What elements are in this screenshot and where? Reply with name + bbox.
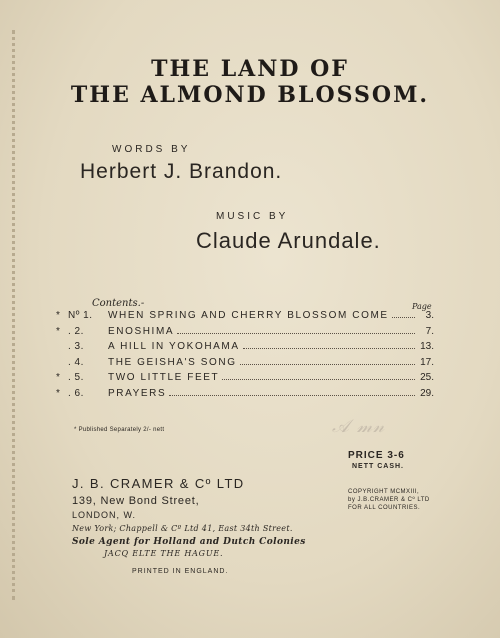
item-number: Nº 1. xyxy=(68,310,93,321)
list-item xyxy=(56,341,434,357)
item-mark: * xyxy=(56,310,60,321)
copyright-notice: COPYRIGHT MCMXIII, by J.B.CRAMER & Cº LTD FOR ALL COUNTRIES. xyxy=(348,489,430,511)
lyricist-name: Herbert J. Brandon. xyxy=(80,160,283,183)
title-line-1: THE LAND OF xyxy=(151,56,349,82)
title-line-2: THE ALMOND BLOSSOM. xyxy=(70,82,430,108)
list-item xyxy=(56,310,434,326)
leader-dots xyxy=(222,379,415,380)
published-separately-note: * Published Separately 2/- nett xyxy=(74,427,165,433)
music-by-label: MUSIC BY xyxy=(216,211,289,222)
item-page: 17. xyxy=(420,356,434,368)
price-terms: NETT CASH. xyxy=(352,463,404,470)
item-number: . 3. xyxy=(68,341,84,353)
agent-name: JACQ ELTE THE HAGUE. xyxy=(104,549,224,558)
item-page: 7. xyxy=(425,325,434,337)
item-page: 25. xyxy=(420,372,434,384)
price-value: PRICE 3-6 xyxy=(348,450,405,461)
leader-dots xyxy=(169,395,415,396)
item-number: . 2. xyxy=(68,325,84,337)
contents-heading: Contents.- xyxy=(92,298,145,309)
item-title: A HILL IN YOKOHAMA xyxy=(108,341,240,353)
list-item xyxy=(56,326,434,342)
publisher-city: LONDON, W. xyxy=(72,510,137,520)
item-page: 13. xyxy=(420,341,434,353)
item-mark: * xyxy=(56,372,60,384)
list-item xyxy=(56,372,434,388)
list-item xyxy=(56,357,434,373)
faded-signature-stamp: 𝒜 𝓂𝓃 xyxy=(332,416,386,437)
item-title: WHEN SPRING AND CHERRY BLOSSOM COME xyxy=(108,310,389,321)
item-title: PRAYERS xyxy=(108,387,167,399)
item-number: . 6. xyxy=(68,387,84,399)
leader-dots xyxy=(392,317,415,318)
item-mark: * xyxy=(56,325,60,337)
item-page: 29. xyxy=(420,387,434,399)
binding-stitches xyxy=(12,30,21,600)
item-number: . 4. xyxy=(68,356,84,368)
words-by-label: WORDS BY xyxy=(112,144,191,155)
sole-agent-line: Sole Agent for Holland and Dutch Colonies xyxy=(72,537,306,547)
publisher-name: J. B. CRAMER & Cº LTD xyxy=(72,476,245,491)
new-york-agent: New York; Chappell & Cº Ltd 41, East 34th Street. xyxy=(72,524,293,533)
page-column-heading: Page xyxy=(412,302,432,311)
item-number: . 5. xyxy=(68,372,84,384)
leader-dots xyxy=(177,333,415,334)
item-title: THE GEISHA'S SONG xyxy=(108,356,237,368)
leader-dots xyxy=(240,364,415,365)
item-title: TWO LITTLE FEET xyxy=(108,372,220,384)
item-page: 3. xyxy=(425,310,434,321)
item-title: ENOSHIMA xyxy=(108,325,175,337)
publisher-street: 139, New Bond Street, xyxy=(72,495,200,507)
item-mark: * xyxy=(56,387,60,399)
composer-name: Claude Arundale. xyxy=(196,228,381,253)
list-item xyxy=(56,388,434,404)
printed-in-label: PRINTED IN ENGLAND. xyxy=(132,568,229,575)
leader-dots xyxy=(243,348,415,349)
contents-list xyxy=(56,310,434,404)
